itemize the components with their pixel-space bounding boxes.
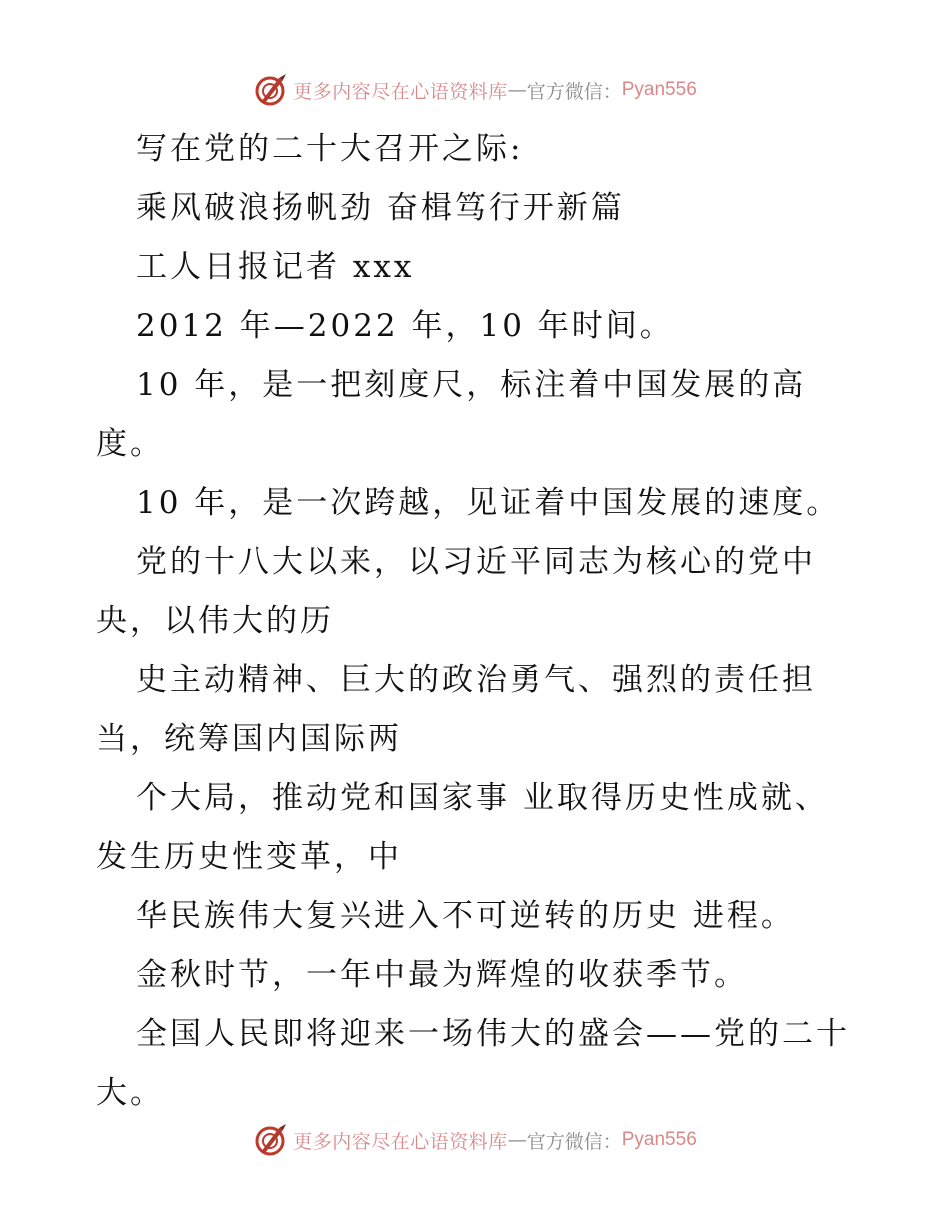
text-line: 个大局，推动党和国家事 业取得历史性成就、 xyxy=(136,780,829,816)
text-line: 2012 年—2022 年，10 年时间。 xyxy=(136,308,674,344)
banner-wechat-id: Pyan556 xyxy=(621,1129,697,1150)
quill-pen-circle-icon xyxy=(253,72,289,108)
text-line: 乘风破浪扬帆劲 奋楫笃行开新篇 xyxy=(136,190,625,226)
text-line: 当，统筹国内国际两 xyxy=(96,721,402,757)
banner-separator: — xyxy=(507,1129,527,1151)
text-line: 央，以伟大的历 xyxy=(96,603,334,639)
banner-main-text: 更多内容尽在心语资料库 xyxy=(293,80,508,103)
text-line: 度。 xyxy=(96,426,164,462)
text-line: 工人日报记者 xxx xyxy=(136,249,415,285)
banner-main-text: 更多内容尽在心语资料库 xyxy=(293,1130,508,1153)
text-line: 发生历史性变革，中 xyxy=(96,839,402,875)
text-line: 华民族伟大复兴进入不可逆转的历史 进程。 xyxy=(136,898,795,934)
text-line: 金秋时节，一年中最为辉煌的收获季节。 xyxy=(136,957,748,993)
document-body xyxy=(96,120,866,1123)
text-line: 10 年，是一次跨越，见证着中国发展的速度。 xyxy=(136,485,841,521)
banner-separator: — xyxy=(507,79,527,101)
banner-wechat-label: 官方微信： xyxy=(526,80,622,103)
text-line: 10 年，是一把刻度尺，标注着中国发展的高 xyxy=(136,367,807,403)
text-line: 全国人民即将迎来一场伟大的盛会——党的二十 xyxy=(136,1016,850,1052)
footer-banner xyxy=(0,1120,950,1160)
banner-wechat-label: 官方微信： xyxy=(526,1130,622,1153)
text-line: 史主动精神、巨大的政治勇气、强烈的责任担 xyxy=(136,662,816,698)
text-line: 党的十八大以来，以习近平同志为核心的党中 xyxy=(136,544,816,580)
banner-wechat-id: Pyan556 xyxy=(621,79,697,100)
text-line: 大。 xyxy=(96,1075,164,1111)
text-line: 写在党的二十大召开之际: xyxy=(136,131,524,167)
header-banner xyxy=(0,70,950,110)
quill-pen-circle-icon xyxy=(253,1122,289,1158)
